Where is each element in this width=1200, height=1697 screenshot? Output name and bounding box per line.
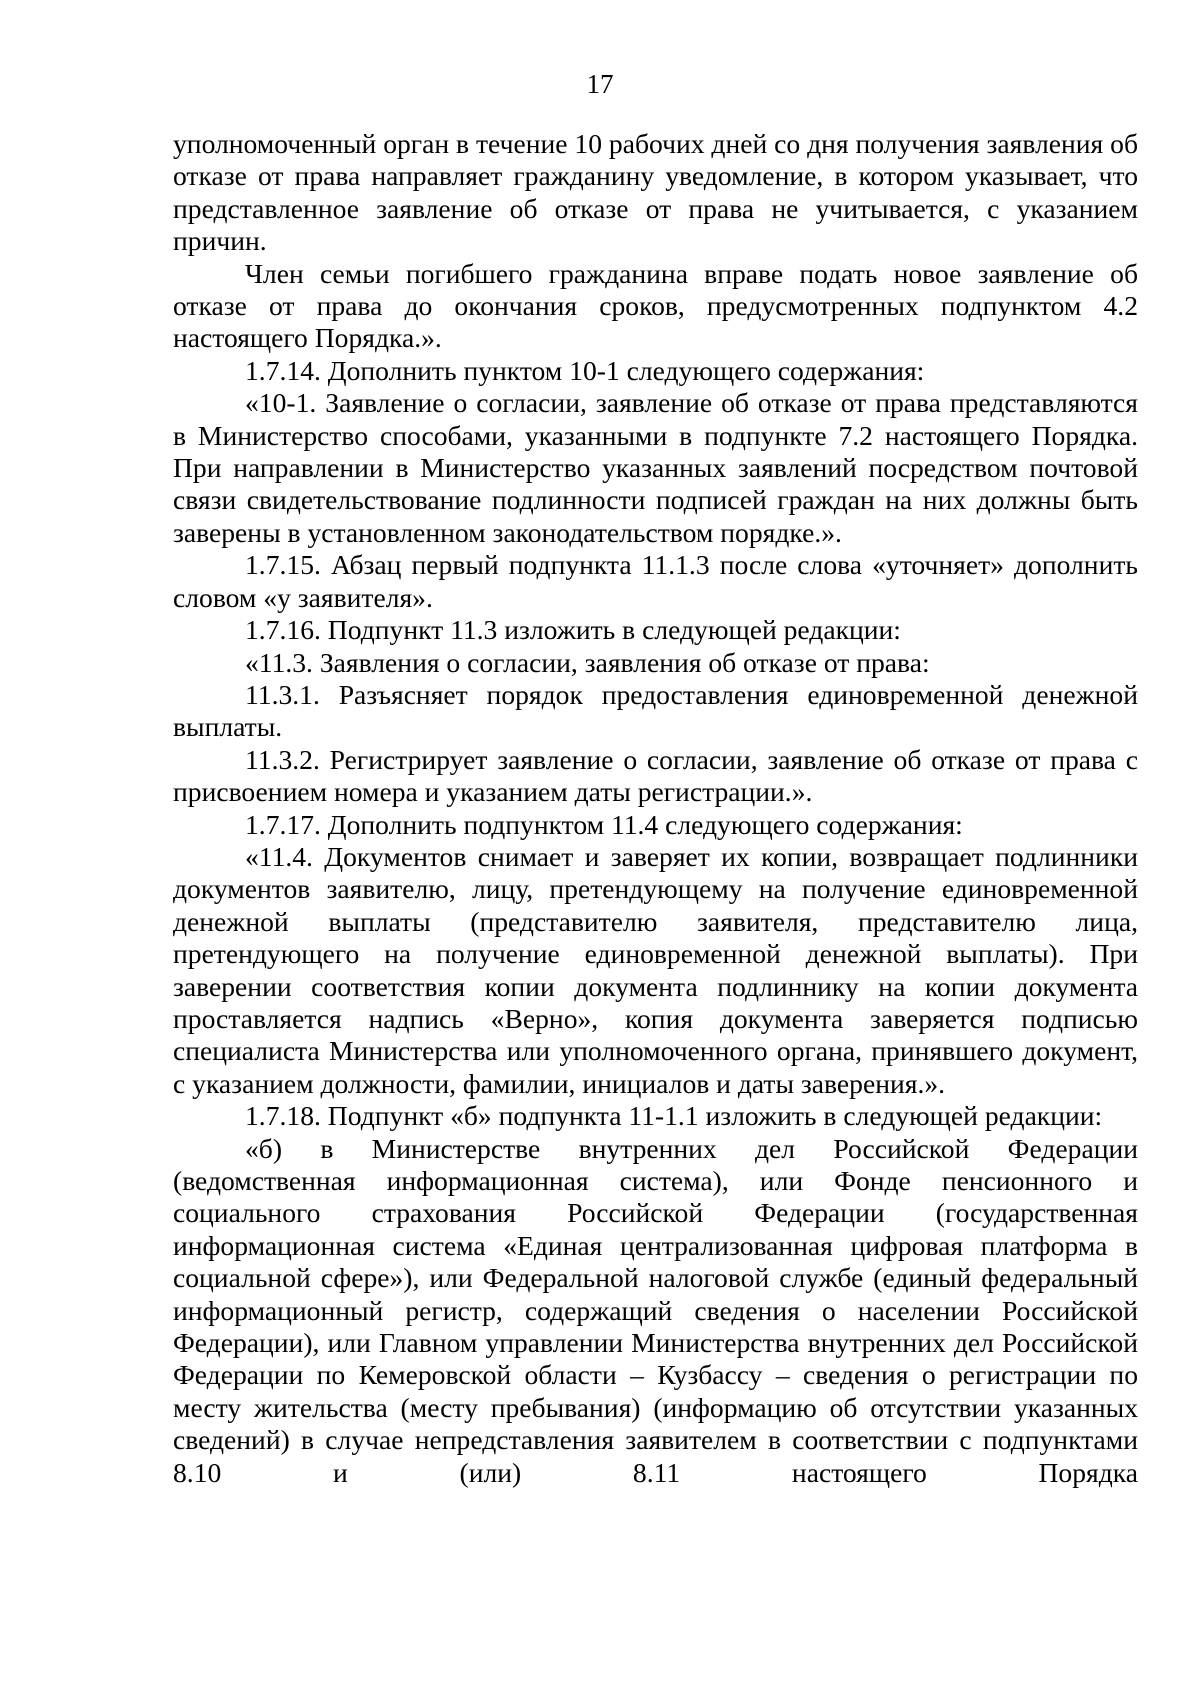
- paragraph: «б) в Министерстве внутренних дел Российской Федерации (ведомственная информационная система), или Фонде пенсионного и социального страхования Российской Федерации (государственная информационная система «Единая централизованная цифровая платформа в социальной сфере»), или Федеральной налоговой службе (единый федеральный информационный регистр, содержащий сведения о населении Российской Федерации), или Главном управлении Министерства внутренних дел Российской Федерации по Кемеровской области – Кузбассу – сведения о регистрации по месту жительства (месту пребывания) (информацию об отсутствии указанных сведений) в случае непредставления заявителем в соответствии с подпунктами 8.10 и (или) 8.11 настоящего Порядка: [173, 1132, 1138, 1488]
- paragraph: «11.4. Документов снимает и заверяет их копии, возвращает подлинники документов заявителю, лицу, претендующему на получение единовременной денежной выплаты (представителю заявителя, представителю лица, претендующего на получение единовременной денежной выплаты). При заверении соответствия копии документа подлиннику на копии документа проставляется надпись «Верно», копия документа заверяется подписью специалиста Министерства или уполномоченного органа, принявшего документ, с указанием должности, фамилии, инициалов и даты заверения.».: [173, 840, 1138, 1099]
- paragraph: 1.7.16. Подпункт 11.3 изложить в следующей редакции:: [245, 614, 901, 646]
- paragraph: «10-1. Заявление о согласии, заявление об отказе от права представляются в Министерство способами, указанными в подпункте 7.2 настоящего Порядка. При направлении в Министерство указанных заявлений посредством почтовой связи свидетельствование подлинности подписей граждан на них должны быть заверены в установленном законодательством порядке.».: [173, 387, 1138, 548]
- paragraph: 1.7.18. Подпункт «б» подпункта 11-1.1 изложить в следующей редакции:: [245, 1100, 1103, 1132]
- paragraph: Член семьи погибшего гражданина вправе подать новое заявление об отказе от права до окончания сроков, предусмотренных подпунктом 4.2 настоящего Порядка.».: [173, 257, 1138, 354]
- paragraph: «11.3. Заявления о согласии, заявления об отказе от права:: [245, 646, 930, 678]
- paragraph: 1.7.17. Дополнить подпунктом 11.4 следующего содержания:: [245, 808, 963, 840]
- paragraph: 1.7.14. Дополнить пунктом 10-1 следующего содержания:: [245, 354, 925, 386]
- paragraph: 1.7.15. Абзац первый подпункта 11.1.3 после слова «уточняет» дополнить словом «у заявителя».: [173, 549, 1138, 613]
- paragraph: 11.3.1. Разъясняет порядок предоставления единовременной денежной выплаты.: [173, 678, 1138, 743]
- document-body: [173, 128, 1138, 1489]
- page-number: 17: [586, 69, 614, 99]
- paragraph: уполномоченный орган в течение 10 рабочих дней со дня получения заявления об отказе от права направляет гражданину уведомление, в котором указывает, что представленное заявление об отказе от права не учитывается, с указанием причин.: [173, 128, 1138, 257]
- paragraph: 11.3.2. Регистрирует заявление о согласии, заявление об отказе от права с присвоением номера и указанием даты регистрации.».: [173, 743, 1138, 808]
